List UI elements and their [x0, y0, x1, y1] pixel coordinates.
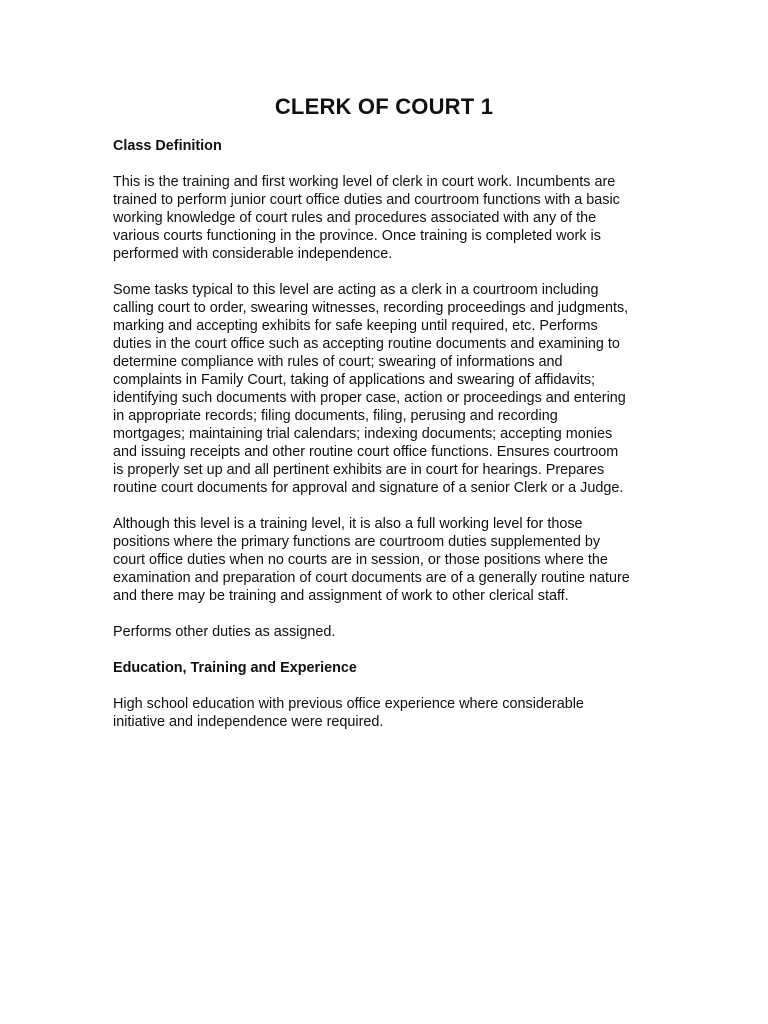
section-heading-education: Education, Training and Experience	[113, 660, 357, 676]
text-line: court office duties when no courts are in session, or those positions where the	[113, 552, 608, 568]
text-line: mortgages; maintaining trial calendars; indexing documents; accepting monies	[113, 426, 613, 442]
paragraph-training-level	[113, 515, 673, 605]
text-line: complaints in Family Court, taking of applications and swearing of affidavits;	[113, 372, 596, 388]
text-line: Although this level is a training level, it is also a full working level for those	[113, 516, 583, 532]
text-line: working knowledge of court rules and procedures associated with any of the	[113, 210, 597, 226]
text-line: various courts functioning in the province. Once training is completed work is	[113, 228, 601, 244]
text-line: routine court documents for approval and signature of a senior Clerk or a Judge.	[113, 480, 624, 496]
text-line: Some tasks typical to this level are acting as a clerk in a courtroom including	[113, 282, 599, 298]
text-line: performed with considerable independence.	[113, 246, 393, 262]
text-line: High school education with previous office experience where considerable	[113, 696, 584, 712]
text-line: Performs other duties as assigned.	[113, 624, 336, 640]
text-line: calling court to order, swearing witnesses, recording proceedings and judgments,	[113, 300, 629, 316]
paragraph-other-duties	[113, 623, 673, 641]
text-line: marking and accepting exhibits for safe keeping until required, etc. Performs	[113, 318, 598, 334]
text-line: trained to perform junior court office duties and courtroom functions with a basic	[113, 192, 620, 208]
text-line: This is the training and first working level of clerk in court work. Incumbents are	[113, 174, 616, 190]
section-heading-class-definition: Class Definition	[113, 138, 222, 154]
text-line: determine compliance with rules of court; swearing of informations and	[113, 354, 563, 370]
text-line: and there may be training and assignment of work to other clerical staff.	[113, 588, 569, 604]
text-line: positions where the primary functions are courtroom duties supplemented by	[113, 534, 601, 550]
text-line: and issuing receipts and other routine court office functions. Ensures courtroom	[113, 444, 619, 460]
text-line: is properly set up and all pertinent exhibits are in court for hearings. Prepares	[113, 462, 605, 478]
paragraph-class-definition-intro	[113, 173, 673, 263]
text-line: duties in the court office such as accepting routine documents and examining to	[113, 336, 620, 352]
document-body	[113, 137, 673, 749]
text-line: identifying such documents with proper case, action or proceedings and entering	[113, 390, 626, 406]
document-title: CLERK OF COURT 1	[274, 94, 494, 119]
text-line: initiative and independence were required.	[113, 714, 384, 730]
paragraph-typical-tasks	[113, 281, 673, 497]
text-line: examination and preparation of court documents are of a generally routine nature	[113, 570, 630, 586]
paragraph-education	[113, 695, 673, 731]
text-line: in appropriate records; filing documents, filing, perusing and recording	[113, 408, 558, 424]
